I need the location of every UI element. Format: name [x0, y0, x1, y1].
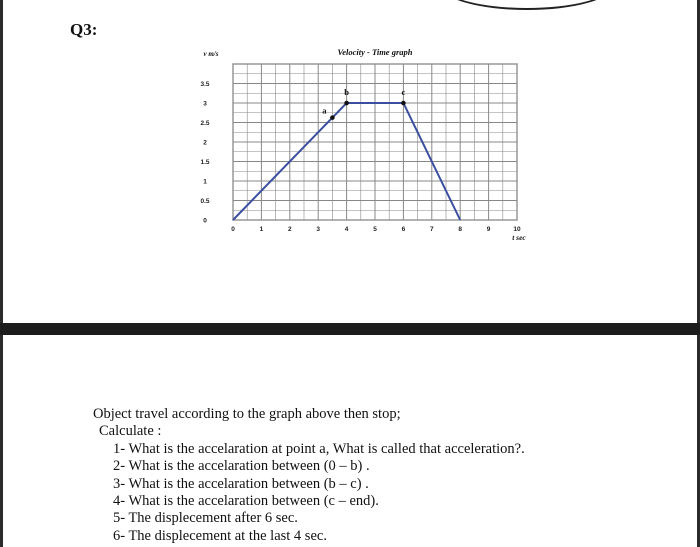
- x-tick-label: 6: [401, 226, 406, 233]
- x-tick-label: 7: [429, 226, 434, 233]
- point-label-b: b: [344, 87, 349, 97]
- y-tick-label: 2: [203, 139, 207, 147]
- question-item: 2- What is the accelaration between (0 – b) .: [113, 458, 370, 475]
- point-label-c: c: [401, 87, 406, 97]
- x-tick-label: 9: [486, 226, 491, 233]
- x-tick-label: 3: [316, 226, 321, 233]
- y-tick-label: 3: [203, 100, 207, 108]
- point-label-a: a: [322, 105, 327, 116]
- x-tick-label: 0: [231, 226, 235, 233]
- x-axis-label: t sec: [512, 233, 526, 242]
- question-list: [93, 441, 525, 545]
- question-label: Q3:: [70, 20, 98, 39]
- y-tick-label: 2.5: [200, 120, 210, 127]
- chart-title: Velocity - Time graph: [337, 47, 413, 57]
- x-tick-label: 1: [259, 226, 264, 233]
- point-marker-c: [401, 101, 406, 106]
- problem-text: [93, 406, 525, 545]
- y-axis-label: v m/s: [203, 50, 219, 58]
- y-tick-label: 0: [203, 217, 207, 225]
- question-item: 6- The displecement at the last 4 sec.: [113, 527, 327, 544]
- calculate-label: Calculate :: [99, 423, 162, 440]
- section-divider: [0, 323, 700, 335]
- point-marker-b: [344, 101, 349, 106]
- point-marker-a: [330, 115, 335, 120]
- question-item: 5- The displecement after 6 sec.: [113, 510, 298, 527]
- x-tick-label: 4: [344, 226, 349, 233]
- x-tick-label: 5: [373, 226, 377, 233]
- question-item: 3- What is the accelaration between (b – c) .: [113, 475, 369, 492]
- y-tick-label: 3.5: [200, 81, 210, 88]
- y-tick-label: 1: [203, 178, 207, 186]
- x-tick-label: 8: [458, 226, 463, 233]
- x-tick-label: 10: [513, 226, 521, 233]
- question-item: 4- What is the accelaration between (c – end).: [113, 493, 379, 510]
- question-item: 1- What is the accelaration at point a, What is called that acceleration?.: [113, 440, 525, 457]
- y-tick-label: 1.5: [200, 159, 210, 166]
- problem-intro: Object travel according to the graph above then stop;: [93, 406, 401, 422]
- x-tick-label: 2: [287, 226, 292, 233]
- y-tick-label: 0.5: [200, 198, 210, 205]
